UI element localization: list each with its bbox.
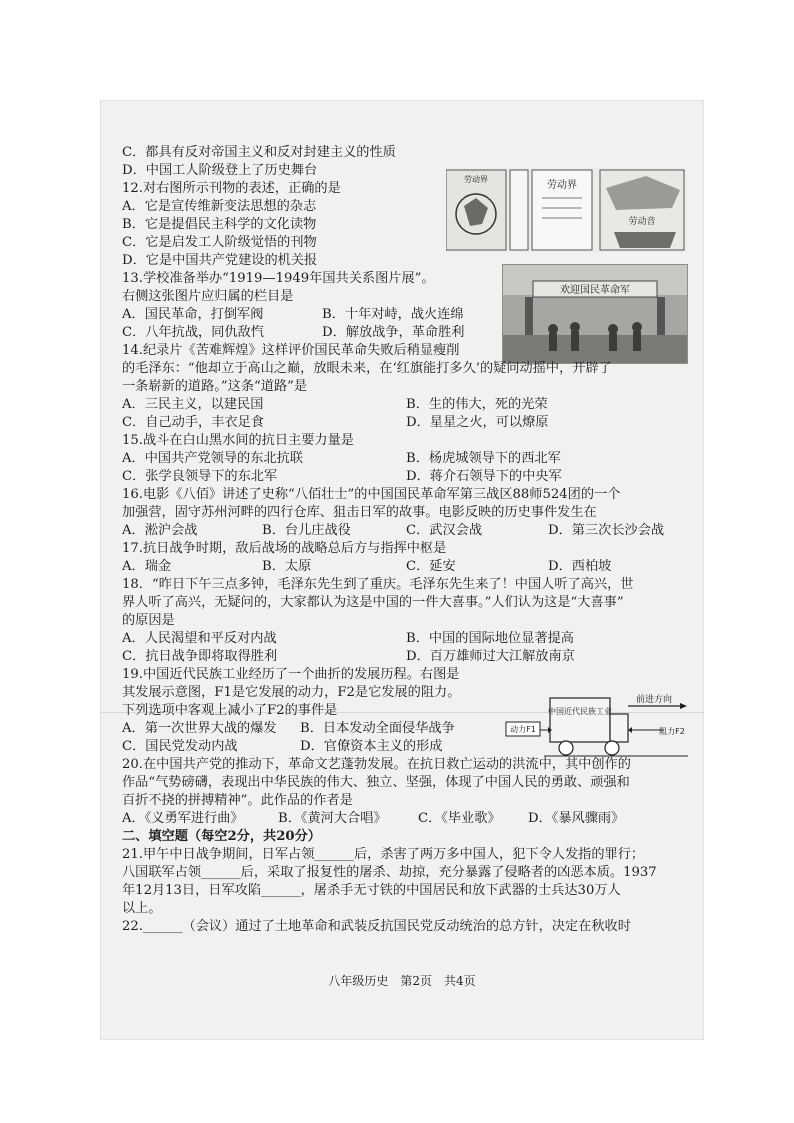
diagram-force2-label: 阻力F2 [659, 727, 685, 736]
magazine-cover-title-2: 劳动界 [547, 180, 577, 191]
q19-option-b: B．日本发动全面侵华战争 [300, 721, 455, 736]
q19-option-d: D．官僚资本主义的形成 [300, 739, 443, 754]
q21-stem-2: 八国联军占领______后，采取了报复性的屠杀、劫掠，充分暴露了侵略者的凶恶本质。1937 [122, 865, 657, 880]
q16-option-d: D．第三次长沙会战 [548, 523, 665, 538]
q21-stem-3: 年12月13日，日军攻陷______，屠杀手无寸铁的中国居民和放下武器的士兵达30万人 [122, 883, 621, 898]
q20-option-c: C．《毕业歌》 [418, 811, 501, 826]
q12-option-c: C．它是启发工人阶级觉悟的刊物 [122, 235, 317, 250]
q20-stem-2: 作品“气势磅礴，表现出中华民族的伟大、独立、坚强，体现了中国人民的勇敢、顽强和 [122, 775, 630, 790]
q12-stem: 12.对右图所示刊物的表述，正确的是 [122, 181, 341, 196]
magazine-cover-title-1: 劳动界 [464, 175, 488, 184]
q16-option-a: A．淞沪会战 [122, 523, 198, 538]
q20-stem-3: 百折不挠的拼搏精神”。此作品的作者是 [122, 793, 353, 808]
industry-force-diagram [504, 690, 688, 764]
q15-stem: 15.战斗在白山黑水间的抗日主要力量是 [122, 433, 354, 448]
q16-stem: 16.电影《八佰》讲述了史称“八佰壮士”的中国国民革命军第三战区88师524团的一个 [122, 487, 621, 502]
q17-option-b: B．太原 [262, 559, 312, 574]
q20-option-a: A．《义勇军进行曲》 [122, 811, 244, 826]
q18-option-c: C．抗日战争即将取得胜利 [122, 649, 278, 664]
section-fill-in-heading: 二、填空题（每空2分，共20分） [122, 829, 321, 844]
q17-option-a: A．瑞金 [122, 559, 172, 574]
q17-stem: 17.抗日战争时期，敌后战场的战略总后方与指挥中枢是 [122, 541, 447, 556]
exam-page [100, 100, 704, 1040]
q14-stem: 14.纪录片《苦难辉煌》这样评价国民革命失败后稍显瘦削 [122, 343, 460, 358]
q13-option-c: C．八年抗战，同仇敌忾 [122, 325, 264, 340]
q17-option-c: C．延安 [406, 559, 456, 574]
photo-banner-text: 欢迎国民革命军 [560, 285, 630, 296]
q12-option-b: B．它是提倡民主科学的文化读物 [122, 217, 317, 232]
q17-option-d: D．西柏坡 [548, 559, 612, 574]
q11-option-d: D．中国工人阶级登上了历史舞台 [122, 163, 318, 178]
q13-option-d: D．解放战争，革命胜利 [322, 325, 465, 340]
magazine-covers-image [446, 168, 686, 252]
q19-option-a: A．第一次世界大战的爆发 [122, 721, 277, 736]
historical-photo [502, 264, 688, 364]
q20-stem: 20.在中国共产党的推动下，革命文艺蓬勃发展。在抗日救亡运动的洪流中，其中创作的 [122, 757, 631, 772]
q16-stem-2: 加强营，固守苏州河畔的四行仓库、狙击日军的故事。电影反映的历史事件发生在 [122, 505, 597, 520]
q21-stem-4: 以上。 [122, 901, 162, 916]
q18-stem-2: 界人听了高兴，无疑问的，大家都认为这是中国的一件大喜事。”人们认为这是“大喜事” [122, 595, 624, 610]
q18-stem-3: 的原因是 [122, 613, 175, 628]
industry-force-graphic [504, 690, 688, 764]
diagram-force1-label: 动力F1 [510, 725, 536, 734]
q12-option-a: A．它是宣传维新变法思想的杂志 [122, 199, 317, 214]
diagram-box-label: 中国近代民族工业 [548, 707, 612, 716]
q15-option-d: D．蒋介石领导下的中央军 [406, 469, 562, 484]
q13-stem: 13.学校准备举办“1919—1949年国共关系图片展”。 [122, 271, 435, 286]
q14-option-d: D．星星之火，可以燎原 [406, 415, 549, 430]
q14-stem-3: 一条崭新的道路。”这条“道路”是 [122, 379, 308, 394]
q13-stem-2: 右侧这张图片应归属的栏目是 [122, 289, 294, 304]
q13-option-a: A．国民革命，打倒军阀 [122, 307, 264, 322]
q15-option-b: B．杨虎城领导下的西北军 [406, 451, 561, 466]
q12-option-d: D．它是中国共产党建设的机关报 [122, 253, 318, 268]
q20-option-b: B．《黄河大合唱》 [278, 811, 387, 826]
q19-stem: 19.中国近代民族工业经历了一个曲折的发展历程。右图是 [122, 667, 460, 682]
historical-photo-graphic [503, 265, 687, 363]
q21-stem: 21.甲午中日战争期间，日军占领______后，杀害了两万多中国人，犯下令人发指的罪行； [122, 847, 645, 862]
q14-option-b: B．生的伟大，死的光荣 [406, 397, 548, 412]
q16-option-c: C．武汉会战 [406, 523, 483, 538]
q16-option-b: B．台儿庄战役 [262, 523, 351, 538]
q20-option-d: D．《暴风骤雨》 [528, 811, 625, 826]
q19-stem-3: 下列选项中客观上减小了F2的事件是 [122, 703, 338, 718]
q15-option-a: A．中国共产党领导的东北抗联 [122, 451, 303, 466]
q18-option-b: B．中国的国际地位显著提高 [406, 631, 574, 646]
q11-option-c: C．都具有反对帝国主义和反对封建主义的性质 [122, 145, 396, 160]
q14-option-c: C．自己动手，丰衣足食 [122, 415, 264, 430]
q18-option-d: D．百万雄师过大江解放南京 [406, 649, 575, 664]
q15-option-c: C．张学良领导下的东北军 [122, 469, 278, 484]
q18-stem: 18．“昨日下午三点多钟，毛泽东先生到了重庆。毛泽东先生来了！中国人听了高兴，世 [122, 577, 634, 592]
magazine-covers-graphic [446, 168, 686, 252]
diagram-direction-label: 前进方向 [635, 695, 673, 705]
magazine-cover-title-3: 劳动音 [628, 217, 656, 227]
q18-option-a: A．人民渴望和平反对内战 [122, 631, 277, 646]
page-footer: 八年级历史 第2页 共4页 [328, 974, 476, 988]
q19-stem-2: 其发展示意图，F1是它发展的动力，F2是它发展的阻力。 [122, 685, 461, 700]
q22-stem: 22.______（会议）通过了土地革命和武装反抗国民党反动统治的总方针，决定在秋收时 [122, 919, 631, 934]
q13-option-b: B．十年对峙，战火连绵 [322, 307, 464, 322]
q19-option-c: C．国民党发动内战 [122, 739, 238, 754]
q14-stem-2: 的毛泽东：“他却立于高山之巅，放眼未来，在‘红旗能打多久’的疑问动摇中，开辟了 [122, 361, 612, 376]
q14-option-a: A．三民主义，以建民国 [122, 397, 264, 412]
